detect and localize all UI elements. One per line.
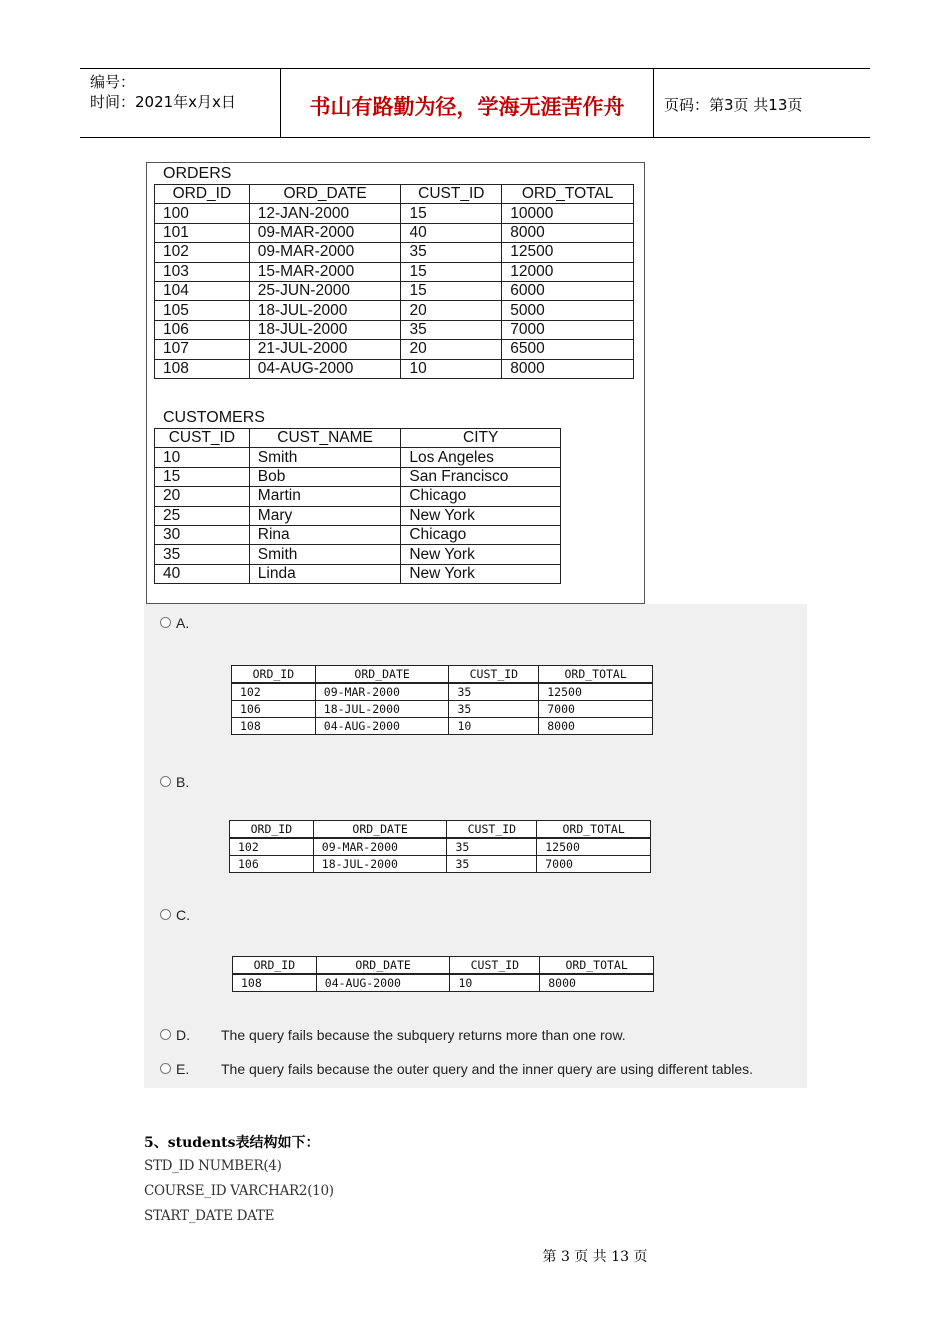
table-cell: 8000 (540, 974, 654, 992)
table-cell: 18-JUL-2000 (249, 301, 401, 320)
table-cell: 102 (232, 683, 316, 701)
table-cell: 7000 (502, 320, 634, 339)
question-5-title: 5、students表结构如下： (144, 1135, 320, 1151)
table-row (155, 487, 561, 506)
option-d-label: D. (176, 1027, 190, 1043)
table-cell: Linda (249, 564, 401, 583)
column-header: ORD_ID (155, 185, 250, 204)
table-cell: 18-JUL-2000 (249, 320, 401, 339)
table-cell: 12-JAN-2000 (249, 204, 401, 223)
table-row (155, 340, 634, 359)
option-b-label: B. (176, 774, 190, 790)
table-cell: 40 (401, 223, 502, 242)
option-e-label: E. (176, 1061, 190, 1077)
option-a-table (231, 665, 653, 735)
answer-options-panel (144, 604, 807, 1088)
table-cell: 35 (447, 838, 537, 856)
table-cell: 102 (155, 243, 250, 262)
table-cell: 7000 (539, 701, 653, 718)
option-b-radio[interactable] (160, 776, 171, 787)
table-cell: 35 (449, 701, 539, 718)
column-header: CUST_ID (450, 957, 540, 975)
table-cell: 5000 (502, 301, 634, 320)
table-cell: 102 (230, 838, 314, 856)
table-cell: 04-AUG-2000 (316, 974, 450, 992)
table-cell: 09-MAR-2000 (249, 243, 401, 262)
table-cell: 09-MAR-2000 (249, 223, 401, 242)
customers-header-row (155, 429, 561, 448)
table-cell: 25 (155, 506, 250, 525)
document-time-label: 时间：2021年x月x日 (90, 93, 236, 111)
column-header: ORD_ID (232, 666, 316, 684)
table-cell: 10 (401, 359, 502, 378)
table-cell: 101 (155, 223, 250, 242)
table-cell: 10 (155, 448, 250, 467)
table-cell: 10 (449, 718, 539, 735)
table-cell: 35 (155, 545, 250, 564)
table-row (155, 320, 634, 339)
table-cell: 100 (155, 204, 250, 223)
column-header: ORD_TOTAL (502, 185, 634, 204)
column-header: ORD_DATE (249, 185, 401, 204)
schema-line: COURSE_ID VARCHAR2(10) (144, 1183, 334, 1199)
column-header: CUST_ID (447, 821, 537, 839)
page-number-label: 页码：第3页 共13页 (664, 96, 803, 114)
table-cell: 7000 (537, 856, 651, 873)
table-row (155, 506, 561, 525)
table-cell: 15 (401, 281, 502, 300)
table-cell: 40 (155, 564, 250, 583)
table-row (155, 467, 561, 486)
column-header: ORD_ID (233, 957, 317, 975)
table-cell: 105 (155, 301, 250, 320)
option-c-label: C. (176, 907, 190, 923)
table-cell: Smith (249, 448, 401, 467)
option-e-text: The query fails because the outer query and the inner query are using different tables. (221, 1061, 754, 1077)
column-header: ORD_DATE (313, 821, 447, 839)
table-cell: 35 (449, 683, 539, 701)
table-cell: 12500 (539, 683, 653, 701)
option-b-table (229, 820, 651, 873)
column-header: ORD_ID (230, 821, 314, 839)
table-cell: Los Angeles (401, 448, 561, 467)
header-motto-cell (281, 69, 654, 137)
table-cell: New York (401, 506, 561, 525)
column-header: ORD_TOTAL (537, 821, 651, 839)
table-cell: 30 (155, 525, 250, 544)
table-cell: 108 (233, 974, 317, 992)
table-cell: 09-MAR-2000 (315, 683, 449, 701)
table-cell: Rina (249, 525, 401, 544)
table-cell: 21-JUL-2000 (249, 340, 401, 359)
table-cell: 107 (155, 340, 250, 359)
table-cell: 6500 (502, 340, 634, 359)
option-d-text: The query fails because the subquery returns more than one row. (221, 1027, 626, 1043)
table-cell: 104 (155, 281, 250, 300)
table-cell: 6000 (502, 281, 634, 300)
table-cell: 106 (232, 701, 316, 718)
table-row (155, 359, 634, 378)
header-meta-cell (80, 69, 281, 137)
table-cell: 12000 (502, 262, 634, 281)
table-row (155, 525, 561, 544)
table-cell: Mary (249, 506, 401, 525)
column-header: CUST_NAME (249, 429, 401, 448)
schema-figure (146, 162, 645, 604)
table-cell: 04-AUG-2000 (249, 359, 401, 378)
table-cell: 20 (401, 340, 502, 359)
table-row (155, 564, 561, 583)
table-cell: 35 (401, 320, 502, 339)
schema-line: STD_ID NUMBER(4) (144, 1158, 282, 1174)
option-e-radio[interactable] (160, 1063, 171, 1074)
table-cell: Chicago (401, 487, 561, 506)
table-cell: 15 (401, 262, 502, 281)
table-row (155, 448, 561, 467)
table-cell: 25-JUN-2000 (249, 281, 401, 300)
table-row (232, 718, 653, 735)
column-header: CUST_ID (401, 185, 502, 204)
option-d-radio[interactable] (160, 1029, 171, 1040)
table-cell: 106 (155, 320, 250, 339)
table-cell: 18-JUL-2000 (313, 856, 447, 873)
option-c-radio[interactable] (160, 909, 171, 920)
table-cell: 103 (155, 262, 250, 281)
table-cell: 15-MAR-2000 (249, 262, 401, 281)
table-cell: 18-JUL-2000 (315, 701, 449, 718)
orders-table (154, 184, 634, 379)
table-cell: 20 (401, 301, 502, 320)
option-c-table (232, 956, 654, 992)
table-cell: Martin (249, 487, 401, 506)
table-cell: New York (401, 545, 561, 564)
table-cell: 8000 (502, 359, 634, 378)
table-cell: 20 (155, 487, 250, 506)
table-cell: San Francisco (401, 467, 561, 486)
table-row (232, 683, 653, 701)
page-footer: 第 3 页 共 13 页 (542, 1249, 648, 1265)
table-cell: 108 (232, 718, 316, 735)
orders-header-row (155, 185, 634, 204)
schema-line: START_DATE DATE (144, 1208, 275, 1224)
table-row (232, 701, 653, 718)
column-header: ORD_TOTAL (540, 957, 654, 975)
table-cell: 108 (155, 359, 250, 378)
orders-table-title: ORDERS (163, 165, 232, 182)
table-cell: 10000 (502, 204, 634, 223)
table-row (230, 838, 651, 856)
table-row (155, 301, 634, 320)
option-a-label: A. (176, 615, 190, 631)
table-row (155, 223, 634, 242)
document-number-label: 编号： (90, 73, 136, 91)
table-cell: 12500 (502, 243, 634, 262)
customers-table-title: CUSTOMERS (163, 409, 265, 426)
motto-text: 书山有路勤为径，学海无涯苦作舟 (309, 94, 625, 119)
table-cell: 8000 (539, 718, 653, 735)
option-a-radio[interactable] (160, 617, 171, 628)
page-header (80, 68, 870, 138)
column-header: CITY (401, 429, 561, 448)
table-row (155, 204, 634, 223)
table-cell: Chicago (401, 525, 561, 544)
column-header: CUST_ID (449, 666, 539, 684)
table-cell: 10 (450, 974, 540, 992)
table-cell: Bob (249, 467, 401, 486)
table-cell: 35 (447, 856, 537, 873)
table-cell: Smith (249, 545, 401, 564)
table-row (155, 281, 634, 300)
table-row (155, 545, 561, 564)
customers-table (154, 428, 561, 584)
column-header: CUST_ID (155, 429, 250, 448)
table-cell: 15 (401, 204, 502, 223)
column-header: ORD_TOTAL (539, 666, 653, 684)
table-cell: 106 (230, 856, 314, 873)
table-cell: 15 (155, 467, 250, 486)
table-cell: 12500 (537, 838, 651, 856)
table-row (233, 974, 654, 992)
table-row (155, 262, 634, 281)
table-cell: 04-AUG-2000 (315, 718, 449, 735)
table-row (230, 856, 651, 873)
table-cell: 8000 (502, 223, 634, 242)
table-cell: 35 (401, 243, 502, 262)
column-header: ORD_DATE (315, 666, 449, 684)
table-cell: 09-MAR-2000 (313, 838, 447, 856)
header-page-cell (654, 69, 870, 137)
table-row (155, 243, 634, 262)
table-cell: New York (401, 564, 561, 583)
column-header: ORD_DATE (316, 957, 450, 975)
